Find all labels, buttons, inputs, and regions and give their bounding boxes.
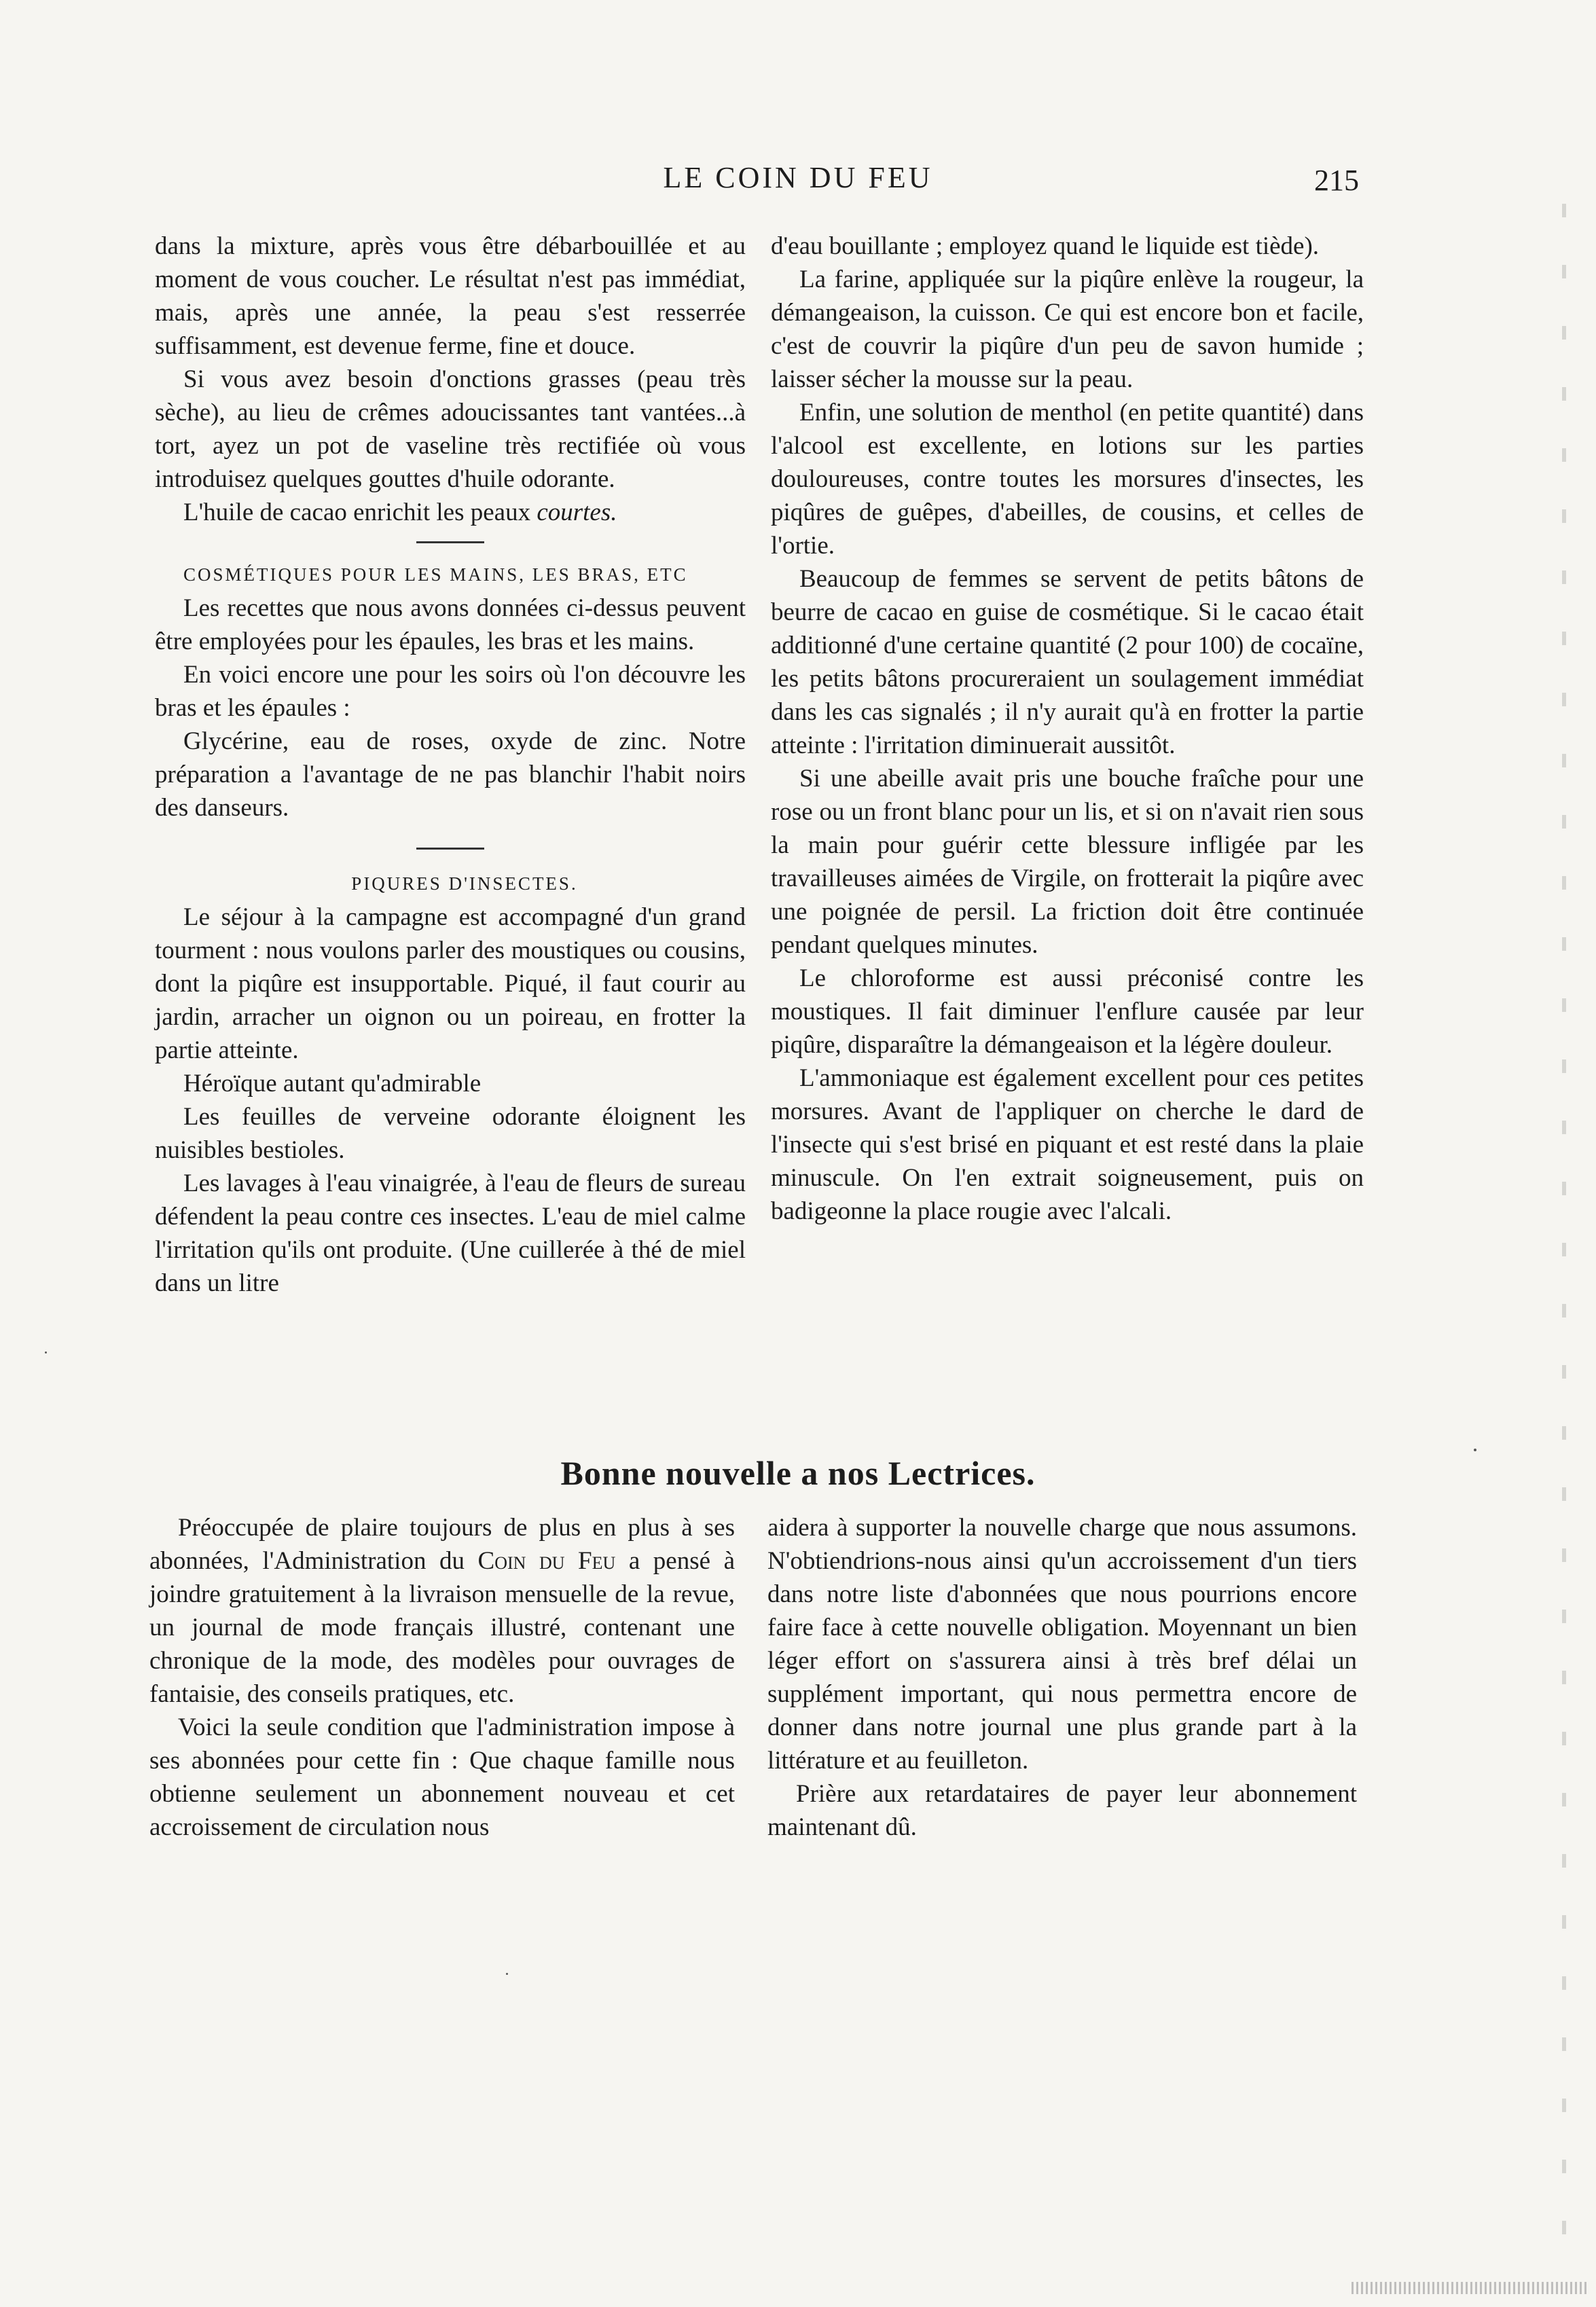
- paragraph: Glycérine, eau de roses, oxyde de zinc. Notre préparation a l'avantage de ne pas blanchir l'habit noirs des danseurs.: [155, 727, 746, 822]
- left-column-top: [155, 230, 746, 1300]
- paragraph: Le chloroforme est aussi préconisé contre les moustiques. Il fait diminuer l'enflure causée par leur piqûre, disparaître la démangeaison et la légère douleur.: [771, 964, 1364, 1059]
- announcement-left-column: [149, 1511, 735, 1844]
- paragraph: En voici encore une pour les soirs où l'on découvre les bras et les épaules :: [155, 661, 746, 722]
- paragraph: La farine, appliquée sur la piqûre enlève la rougeur, la démangeaison, la cuisson. Ce qui est encore bon et facile, c'est de couvrir la piqûre d'un peu de savon humide ; laisser sécher la mousse sur la peau.: [771, 266, 1364, 393]
- paragraph: Prière aux retardataires de payer leur abonnement maintenant dû.: [767, 1780, 1357, 1841]
- paragraph: Voici la seule condition que l'administration impose à ses abonnées pour cette fin : Que chaque famille nous obtienne seulement un abonnement nouveau et cet accroissement de circulation nous: [149, 1713, 735, 1841]
- paragraph: d'eau bouillante ; employez quand le liquide est tiède).: [771, 232, 1320, 260]
- paragraph-text: L'huile de cacao enrichit les peaux: [183, 498, 537, 526]
- scan-edge-marks: [1562, 204, 1566, 2241]
- paragraph-text: a pensé à joindre gratuitement à la livraison mensuelle de la revue, un journal de mode français illustré, contenant une chronique de la mode, des modèles pour ouvrages de fantaisie, des conseils pratiques, etc.: [149, 1547, 736, 1708]
- running-title: LE COIN DU FEU: [663, 161, 933, 194]
- paragraph: Héroïque autant qu'admirable: [183, 1070, 482, 1097]
- paragraph: [149, 1511, 735, 1711]
- paragraph: dans la mixture, après vous être débarbouillée et au moment de vous coucher. Le résultat n'est pas immédiat, mais, après une année, la peau s'est resserrée suffisamment, est devenue ferme, fine et douce.: [155, 232, 746, 360]
- paragraph-text: Préoccupée de plaire toujours de plus en plus à ses abonnées, l'Administration du: [149, 1514, 735, 1575]
- paragraph: Le séjour à la campagne est accompagné d'un grand tourment : nous voulons parler des moustiques ou cousins, dont la piqûre est insupportable. Piqué, il faut courir au jardin, arracher un oignon ou un poireau, en frotter la partie atteinte.: [155, 903, 746, 1064]
- page-number: 215: [1314, 164, 1359, 197]
- section-heading-cosmetiques: COSMÉTIQUES POUR LES MAINS, LES BRAS, ETC: [183, 564, 688, 585]
- ink-speck: [45, 1351, 47, 1354]
- paragraph: Si vous avez besoin d'onctions grasses (peau très sèche), au lieu de crêmes adoucissantes tant vantées...à tort, ayez un pot de vaseline très rectifiée où vous introduisez quelques gouttes d'huile odorante.: [155, 365, 746, 493]
- ink-speck: [506, 1973, 508, 1975]
- paragraph: Si une abeille avait pris une bouche fraîche pour une rose ou un front blanc pour un lis, et si on n'avait rien sous la main pour guérir cette blessure infligée par les travailleuses aimées de Virgile, on frotterait la piqûre avec une poignée de persil. La friction doit être continuée pendant quelques minutes.: [771, 765, 1364, 959]
- ink-speck: [1474, 1449, 1476, 1451]
- section-divider: [416, 541, 484, 543]
- paragraph: Beaucoup de femmes se servent de petits bâtons de beurre de cacao en guise de cosmétique. Si le cacao était additionné d'une certaine quantité (2 pour 100) de cocaïne, les petits bâtons procureraient un soulagement immédiat dans les cas signalés ; il n'y aurait qu'à en frotter la partie atteinte : l'irritation diminuerait aussitôt.: [771, 565, 1364, 759]
- announcement-right-column: [767, 1511, 1357, 1844]
- announcement-title: Bonne nouvelle a nos Lectrices.: [560, 1454, 1036, 1492]
- journal-name: Coin du Feu: [477, 1547, 616, 1575]
- section-divider: [416, 848, 484, 850]
- italic-word: courtes.: [537, 498, 617, 526]
- paragraph: [155, 496, 746, 529]
- scan-corner-noise: [1352, 2282, 1589, 2294]
- section-heading-piqures: PIQURES D'INSECTES.: [351, 873, 578, 894]
- paragraph: L'ammoniaque est également excellent pour ces petites morsures. Avant de l'appliquer on cherche le dard de l'insecte qui s'est brisé en piquant et est resté dans la plaie minuscule. On l'en extrait soigneusement, puis on badigeonne la place rougie avec l'alcali.: [771, 1064, 1364, 1225]
- paragraph: Les lavages à l'eau vinaigrée, à l'eau de fleurs de sureau défendent la peau contre ces insectes. L'eau de miel calme l'irritation qu'ils ont produite. (Une cuillerée à thé de miel dans un litre: [155, 1169, 746, 1297]
- paragraph: Les recettes que nous avons données ci-dessus peuvent être employées pour les épaules, les bras et les mains.: [155, 594, 746, 655]
- paragraph: Enfin, une solution de menthol (en petite quantité) dans l'alcool est excellente, en lotions sur les parties douloureuses, contre toutes les morsures d'insectes, les piqûres de guêpes, d'abeilles, de cousins, et celles de l'ortie.: [771, 399, 1364, 560]
- paragraph: aidera à supporter la nouvelle charge que nous assumons. N'obtiendrions-nous ainsi qu'un accroissement d'un tiers dans notre liste d'abonnées que nous pourrions encore faire face à cette nouvelle obligation. Moyennant un bien léger effort on s'assurera ainsi à très bref délai un supplément important, qui nous permettra encore de donner dans notre journal une plus grande part à la littérature et au feuilleton.: [767, 1514, 1357, 1775]
- right-column-top: [771, 230, 1364, 1228]
- paragraph: Les feuilles de verveine odorante éloignent les nuisibles bestioles.: [155, 1103, 746, 1164]
